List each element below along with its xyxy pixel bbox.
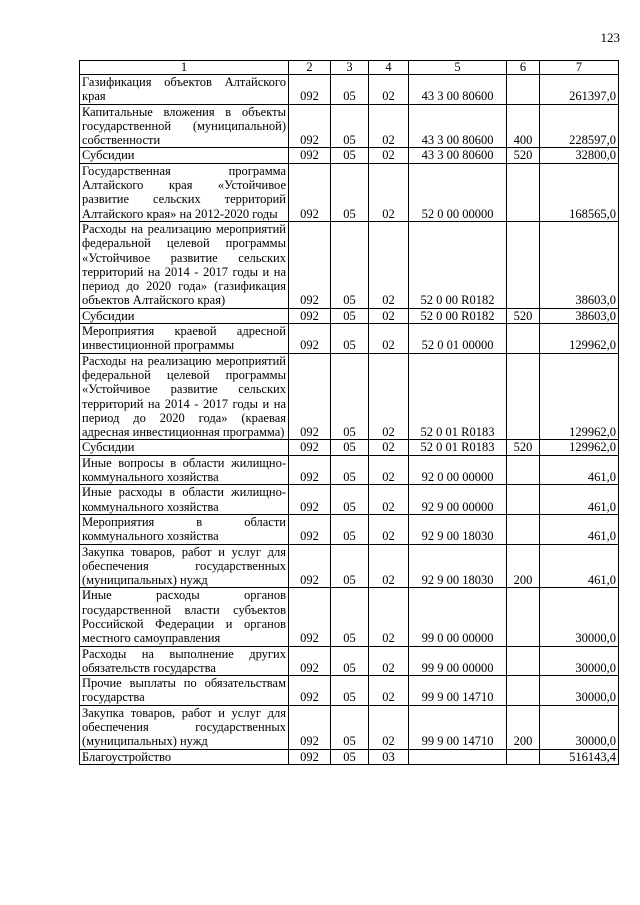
- section-code: 05: [331, 705, 369, 749]
- target-article-code: 99 9 00 14710: [409, 676, 507, 706]
- amount: 461,0: [540, 544, 619, 588]
- subsection-code: 02: [369, 308, 409, 323]
- expense-type-code: 200: [507, 705, 540, 749]
- expense-type-code: [507, 485, 540, 515]
- subsection-code: 02: [369, 705, 409, 749]
- table-row: [80, 514, 619, 544]
- column-header: 4: [369, 61, 409, 75]
- amount: 129962,0: [540, 440, 619, 455]
- section-code: 05: [331, 514, 369, 544]
- target-article-code: 99 9 00 14710: [409, 705, 507, 749]
- item-name: Закупка товаров, работ и услуг для обеспечения государственных (муниципальных) нужд: [80, 544, 289, 588]
- subsection-code: 02: [369, 485, 409, 515]
- amount: 38603,0: [540, 221, 619, 308]
- expense-type-code: [507, 75, 540, 105]
- ministry-code: 092: [289, 324, 331, 354]
- subsection-code: 02: [369, 455, 409, 485]
- amount: 30000,0: [540, 646, 619, 676]
- expense-type-code: [507, 221, 540, 308]
- table-row: [80, 705, 619, 749]
- item-name: Газификация объектов Алтайского края: [80, 75, 289, 105]
- amount: 461,0: [540, 485, 619, 515]
- amount: 32800,0: [540, 148, 619, 163]
- table-row: [80, 324, 619, 354]
- amount: 30000,0: [540, 676, 619, 706]
- amount: 30000,0: [540, 705, 619, 749]
- target-article-code: 43 3 00 80600: [409, 75, 507, 105]
- header-row: [80, 61, 619, 75]
- section-code: 05: [331, 440, 369, 455]
- target-article-code: 92 9 00 00000: [409, 485, 507, 515]
- subsection-code: 02: [369, 104, 409, 148]
- expense-type-code: [507, 455, 540, 485]
- section-code: 05: [331, 455, 369, 485]
- table-row: [80, 353, 619, 440]
- item-name: Субсидии: [80, 308, 289, 323]
- table-row: [80, 148, 619, 163]
- ministry-code: 092: [289, 485, 331, 515]
- subsection-code: 02: [369, 676, 409, 706]
- table-row: [80, 485, 619, 515]
- target-article-code: 92 9 00 18030: [409, 544, 507, 588]
- table-row: [80, 221, 619, 308]
- target-article-code: 52 0 01 R0183: [409, 440, 507, 455]
- ministry-code: 092: [289, 514, 331, 544]
- section-code: 05: [331, 485, 369, 515]
- subsection-code: 02: [369, 163, 409, 221]
- target-article-code: 52 0 00 R0182: [409, 308, 507, 323]
- section-code: 05: [331, 588, 369, 646]
- table-row: [80, 544, 619, 588]
- subsection-code: 02: [369, 148, 409, 163]
- section-code: 05: [331, 646, 369, 676]
- column-header: 7: [540, 61, 619, 75]
- target-article-code: 43 3 00 80600: [409, 148, 507, 163]
- column-header: 2: [289, 61, 331, 75]
- subsection-code: 02: [369, 353, 409, 440]
- ministry-code: 092: [289, 544, 331, 588]
- item-name: Расходы на реализацию мероприятий федеральной целевой программы «Устойчивое развитие сельских территорий на 2014 - 2017 годы и на период до 2020 года» (краевая адресная инвестиционная программа): [80, 353, 289, 440]
- section-code: 05: [331, 324, 369, 354]
- table-body: [80, 75, 619, 765]
- section-code: 05: [331, 544, 369, 588]
- expense-type-code: [507, 514, 540, 544]
- target-article-code: [409, 749, 507, 764]
- expense-type-code: 400: [507, 104, 540, 148]
- ministry-code: 092: [289, 440, 331, 455]
- amount: 516143,4: [540, 749, 619, 764]
- section-code: 05: [331, 308, 369, 323]
- subsection-code: 02: [369, 544, 409, 588]
- table-row: [80, 163, 619, 221]
- table-row: [80, 749, 619, 764]
- table-row: [80, 308, 619, 323]
- expense-type-code: 520: [507, 440, 540, 455]
- expense-type-code: 200: [507, 544, 540, 588]
- item-name: Капитальные вложения в объекты государственной (муниципальной) собственности: [80, 104, 289, 148]
- item-name: Субсидии: [80, 440, 289, 455]
- item-name: Расходы на выполнение других обязательств государства: [80, 646, 289, 676]
- target-article-code: 52 0 00 00000: [409, 163, 507, 221]
- section-code: 05: [331, 676, 369, 706]
- target-article-code: 52 0 01 00000: [409, 324, 507, 354]
- table-row: [80, 646, 619, 676]
- subsection-code: 02: [369, 440, 409, 455]
- subsection-code: 02: [369, 646, 409, 676]
- amount: 228597,0: [540, 104, 619, 148]
- page-number: 123: [600, 30, 620, 45]
- table-row: [80, 588, 619, 646]
- subsection-code: 02: [369, 221, 409, 308]
- table-row: [80, 455, 619, 485]
- amount: 461,0: [540, 455, 619, 485]
- ministry-code: 092: [289, 455, 331, 485]
- target-article-code: 92 9 00 18030: [409, 514, 507, 544]
- ministry-code: 092: [289, 104, 331, 148]
- item-name: Государственная программа Алтайского края «Устойчивое развитие сельских территорий Алтайского края» на 2012-2020 годы: [80, 163, 289, 221]
- table-row: [80, 75, 619, 105]
- section-code: 05: [331, 75, 369, 105]
- budget-table: [79, 60, 619, 765]
- section-code: 05: [331, 163, 369, 221]
- item-name: Прочие выплаты по обязательствам государства: [80, 676, 289, 706]
- item-name: Мероприятия в области коммунального хозяйства: [80, 514, 289, 544]
- ministry-code: 092: [289, 163, 331, 221]
- ministry-code: 092: [289, 676, 331, 706]
- amount: 261397,0: [540, 75, 619, 105]
- subsection-code: 02: [369, 324, 409, 354]
- target-article-code: 92 0 00 00000: [409, 455, 507, 485]
- target-article-code: 52 0 00 R0182: [409, 221, 507, 308]
- amount: 30000,0: [540, 588, 619, 646]
- amount: 129962,0: [540, 324, 619, 354]
- expense-type-code: [507, 324, 540, 354]
- item-name: Иные расходы в области жилищно-коммунального хозяйства: [80, 485, 289, 515]
- ministry-code: 092: [289, 353, 331, 440]
- table-row: [80, 104, 619, 148]
- ministry-code: 092: [289, 588, 331, 646]
- target-article-code: 52 0 01 R0183: [409, 353, 507, 440]
- ministry-code: 092: [289, 646, 331, 676]
- target-article-code: 43 3 00 80600: [409, 104, 507, 148]
- section-code: 05: [331, 148, 369, 163]
- table-row: [80, 440, 619, 455]
- target-article-code: 99 9 00 00000: [409, 646, 507, 676]
- subsection-code: 02: [369, 588, 409, 646]
- section-code: 05: [331, 353, 369, 440]
- item-name: Благоустройство: [80, 749, 289, 764]
- item-name: Расходы на реализацию мероприятий федеральной целевой программы «Устойчивое развитие сельских территорий на 2014 - 2017 годы и на период до 2020 года» (газификация объектов Алтайского края): [80, 221, 289, 308]
- expense-type-code: [507, 163, 540, 221]
- column-header: 1: [80, 61, 289, 75]
- column-header: 6: [507, 61, 540, 75]
- amount: 129962,0: [540, 353, 619, 440]
- expense-type-code: 520: [507, 148, 540, 163]
- item-name: Субсидии: [80, 148, 289, 163]
- column-header: 3: [331, 61, 369, 75]
- column-header: 5: [409, 61, 507, 75]
- item-name: Закупка товаров, работ и услуг для обеспечения государственных (муниципальных) нужд: [80, 705, 289, 749]
- section-code: 05: [331, 221, 369, 308]
- item-name: Иные вопросы в области жилищно-коммунального хозяйства: [80, 455, 289, 485]
- item-name: Иные расходы органов государственной власти субъектов Российской Федерации и органов местного самоуправления: [80, 588, 289, 646]
- expense-type-code: [507, 676, 540, 706]
- ministry-code: 092: [289, 308, 331, 323]
- ministry-code: 092: [289, 148, 331, 163]
- amount: 461,0: [540, 514, 619, 544]
- expense-type-code: 520: [507, 308, 540, 323]
- amount: 38603,0: [540, 308, 619, 323]
- item-name: Мероприятия краевой адресной инвестиционной программы: [80, 324, 289, 354]
- expense-type-code: [507, 749, 540, 764]
- section-code: 05: [331, 749, 369, 764]
- table-row: [80, 676, 619, 706]
- subsection-code: 02: [369, 514, 409, 544]
- subsection-code: 03: [369, 749, 409, 764]
- expense-type-code: [507, 588, 540, 646]
- ministry-code: 092: [289, 749, 331, 764]
- amount: 168565,0: [540, 163, 619, 221]
- ministry-code: 092: [289, 705, 331, 749]
- subsection-code: 02: [369, 75, 409, 105]
- target-article-code: 99 0 00 00000: [409, 588, 507, 646]
- ministry-code: 092: [289, 221, 331, 308]
- expense-type-code: [507, 353, 540, 440]
- ministry-code: 092: [289, 75, 331, 105]
- section-code: 05: [331, 104, 369, 148]
- expense-type-code: [507, 646, 540, 676]
